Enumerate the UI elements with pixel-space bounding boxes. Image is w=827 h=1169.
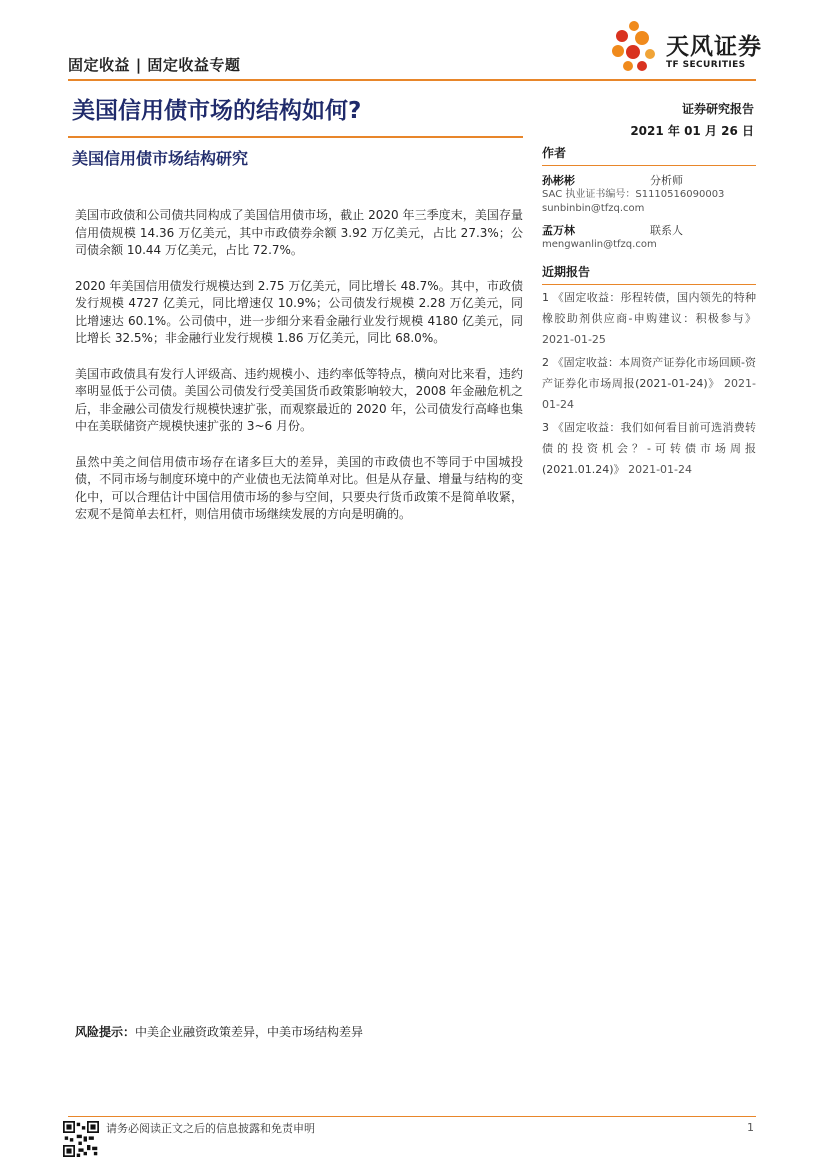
recent-report-date: 2021-01-24 [628, 463, 693, 476]
body-paragraph: 美国市政债具有发行人评级高、违约规模小、违约率低等特点，横向对比来看，违约率明显低于公司债。美国公司债发行受美国货币政策影响较大，2008 年金融危机之后，非金融公司债发行规模快速扩张，而观察最近的 2020 年，公司债发行高峰也集中在美联储资产规模快速扩张的 3~6 月份。 [75, 366, 523, 433]
body-paragraph: 2020 年美国信用债发行规模达到 2.75 万亿美元，同比增长 48.7%。其中，市政债发行规模 4727 亿美元，同比增速仅 10.9%；公司债发行规模 2.28 万亿美元，同比增速达 60.1%。公司债中，进一步细分来看金融行业发行规模 4180 亿美元，同比增长 32.5%；非金融行业发行规模 1.86 万亿美元，同比 68.0%。 [75, 278, 523, 345]
brand-name-en: TF SECURITIES [666, 60, 746, 70]
recent-report-item[interactable] [542, 287, 756, 350]
page-subtitle: 美国信用债市场结构研究 [72, 149, 249, 168]
recent-report-date: 2021-01-24 [542, 377, 756, 411]
brand-logo [608, 18, 768, 74]
tf-logo-icon [608, 18, 664, 74]
author-entry [542, 222, 756, 238]
authors-section [542, 144, 756, 252]
recent-report-title[interactable]: 1 《固定收益：彤程转债，国内领先的特种橡胶助剂供应商-申购建议：积极参与》 [542, 291, 756, 325]
report-date: 2021 年 01 月 26 日 [630, 124, 754, 138]
author-name: 孙彬彬 [542, 174, 575, 187]
recent-report-item[interactable] [542, 352, 756, 415]
page-number: 1 [747, 1121, 754, 1134]
page-title: 美国信用债市场的结构如何? [72, 98, 362, 124]
authors-heading: 作者 [542, 144, 756, 166]
body-paragraph: 虽然中美之间信用债市场存在诸多巨大的差异，美国的市政债也不等同于中国城投债，不同市场与制度环境中的产业债也无法简单对比。但是从存量、增量与结构的变化中，可以合理估计中国信用债市场的参与空间，只要央行货币政策不是简单收紧，宏观不是简单去杠杆，则信用债市场继续发展的方向是明确的。 [75, 454, 523, 521]
report-series: 固定收益 | 固定收益专题 [68, 56, 241, 74]
author-name: 孟万林 [542, 224, 575, 237]
author-email[interactable]: sunbinbin@tfzq.com [542, 203, 645, 214]
author-role: 分析师 [650, 174, 683, 187]
recent-reports-heading: 近期报告 [542, 263, 756, 285]
risk-label: 风险提示： [75, 1025, 136, 1039]
summary-body [75, 207, 523, 542]
recent-report-title[interactable]: 2 《固定收益：本周资产证券化市场回顾-资产证券化市场周报(2021-01-24)》 [542, 356, 756, 390]
author-role: 联系人 [650, 224, 683, 237]
disclaimer-note: 请务必阅读正文之后的信息披露和免责申明 [106, 1122, 315, 1135]
author-email[interactable]: mengwanlin@tfzq.com [542, 239, 657, 250]
risk-text: 中美企业融资政策差异，中美市场结构差异 [135, 1025, 364, 1039]
recent-report-item[interactable] [542, 417, 756, 480]
brand-name-cn: 天风证券 [666, 34, 762, 60]
author-entry [542, 172, 756, 188]
body-paragraph: 美国市政债和公司债共同构成了美国信用债市场，截止 2020 年三季度末，美国存量信用债规模 14.36 万亿美元，其中市政债券余额 3.92 万亿美元，占比 27.3%；公司债余额 10.44 万亿美元，占比 72.7%。 [75, 208, 523, 257]
recent-report-title[interactable]: 3 《固定收益：我们如何看目前可选消费转债的投资机会？-可转债市场周报(2021.01.24)》 [542, 421, 756, 476]
qr-code-icon [63, 1121, 99, 1157]
recent-reports-section [542, 263, 756, 480]
footer-divider [68, 1116, 756, 1117]
report-type: 证券研究报告 [681, 102, 754, 116]
header-divider [68, 79, 756, 81]
recent-report-date: 2021-01-25 [542, 333, 606, 346]
title-divider [68, 136, 523, 138]
author-cert: SAC 执业证书编号：S1110516090003 [542, 189, 725, 200]
risk-warning [75, 1023, 363, 1040]
